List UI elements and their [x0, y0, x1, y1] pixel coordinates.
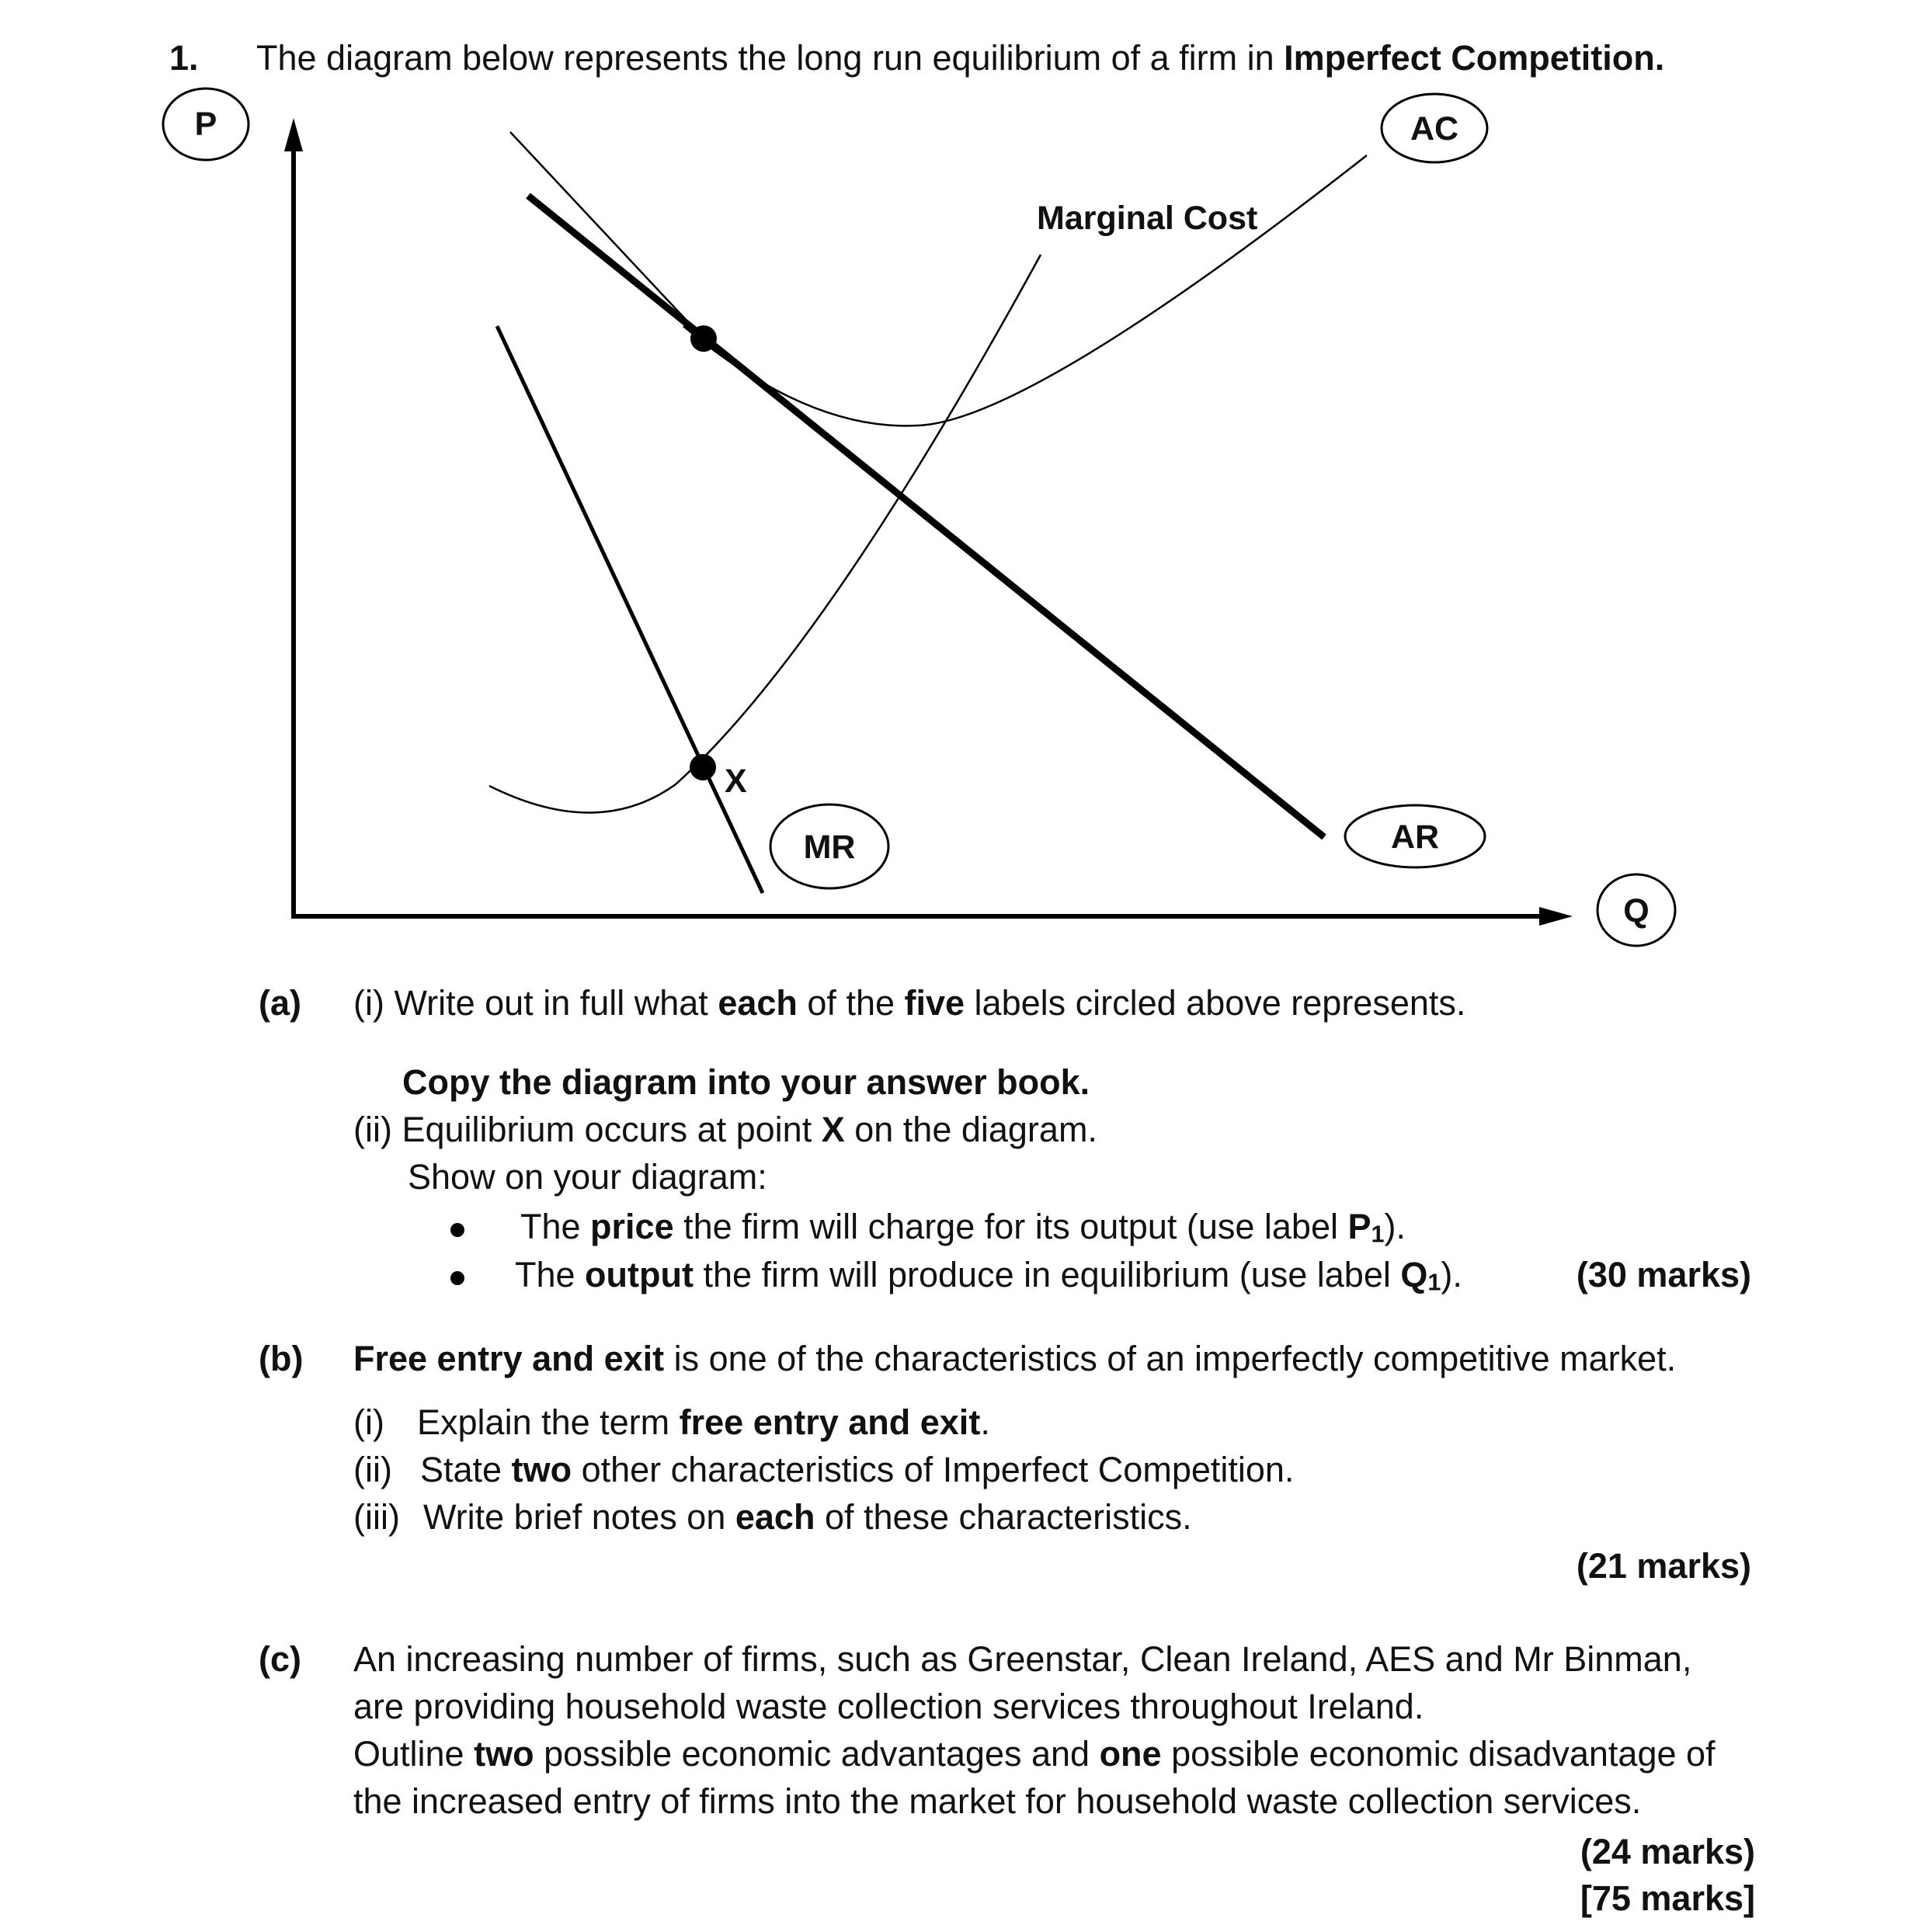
label-mr-ellipse [770, 804, 888, 888]
part-a-ii [353, 1109, 1097, 1151]
question-number: 1. [169, 38, 199, 78]
label-ar-ellipse [1345, 805, 1485, 867]
part-c-line4: the increased entry of firms into the market for household waste collection services. [353, 1781, 1642, 1821]
part-c-line3-one: one [1099, 1734, 1162, 1774]
total-marks: [75 marks] [1580, 1878, 1755, 1918]
bullet-price [450, 1223, 464, 1237]
part-b-iii [423, 1496, 1192, 1538]
part-b-ii-end: other characteristics of Imperfect Competition. [572, 1450, 1295, 1489]
b2-pre: The [515, 1255, 586, 1294]
quantity-axis-arrow-icon [1539, 907, 1573, 926]
part-a-bullet-price [520, 1206, 1406, 1249]
part-b-i-end: . [980, 1402, 990, 1442]
b1-mid: the firm will charge for its output (use label [673, 1207, 1348, 1246]
label-ac-text: AC [1410, 110, 1459, 148]
b1-bold: price [590, 1207, 674, 1246]
b1-label-sub: 1 [1371, 1221, 1385, 1248]
equilibrium-point-x [690, 754, 716, 780]
ar-tangent-line [510, 132, 703, 338]
label-mr-text: MR [803, 829, 856, 866]
label-q-text: Q [1623, 892, 1650, 930]
part-b-intro-text: is one of the characteristics of an imperfectly competitive market. [664, 1339, 1677, 1378]
part-a-i-mid: of the [797, 983, 905, 1023]
b2-label [1400, 1255, 1441, 1294]
b2-mid: the firm will produce in equilibrium (use label [693, 1255, 1401, 1294]
label-marginal-cost: Marginal Cost [1037, 200, 1258, 237]
part-c-line3-c: possible economic disadvantage of [1161, 1734, 1716, 1774]
part-b-i-bold: free entry and exit [679, 1402, 981, 1442]
part-c-line3-b: possible economic advantages and [534, 1734, 1100, 1774]
part-b-ii [420, 1449, 1294, 1491]
part-c-line1: An increasing number of firms, such as Greenstar, Clean Ireland, AES and Mr Binman, [353, 1639, 1692, 1679]
part-b-ii-bold: two [511, 1450, 572, 1489]
part-c-marks: (24 marks) [1580, 1832, 1755, 1871]
label-ar-text: AR [1390, 818, 1440, 856]
mr-curve [497, 326, 763, 893]
b1-label [1348, 1207, 1385, 1246]
part-a-i-each: each [718, 983, 798, 1023]
label-q-ellipse [1597, 874, 1675, 946]
part-b-label: (b) [259, 1339, 304, 1378]
part-a-i-suffix: labels circled above represents. [965, 983, 1466, 1023]
part-c-line3-two: two [474, 1734, 534, 1774]
part-c-line3 [353, 1733, 1716, 1775]
part-b-iii-text: Write brief notes on [423, 1497, 735, 1537]
part-c-line2: are providing household waste collection services throughout Ireland. [353, 1687, 1424, 1726]
part-a-ii-prefix: (ii) Equilibrium occurs at point [353, 1110, 822, 1149]
part-a-i-prefix: (i) Write out in full what [353, 983, 718, 1023]
b2-label-letter: Q [1400, 1255, 1428, 1294]
part-c-line3-a: Outline [353, 1734, 475, 1774]
part-b-iii-end: of these characteristics. [815, 1497, 1192, 1537]
ar-curve [528, 196, 1324, 837]
marginal-cost-curve [489, 255, 1041, 813]
part-a-ii-suffix: on the diagram. [844, 1110, 1097, 1149]
b1-label-letter: P [1347, 1207, 1371, 1246]
label-p-text: P [194, 106, 217, 143]
part-a-marks: (30 marks) [1576, 1255, 1751, 1294]
label-p-ellipse [163, 89, 249, 160]
b1-end: ). [1384, 1207, 1406, 1246]
b2-label-sub: 1 [1427, 1269, 1441, 1296]
question-intro-text: The diagram below represents the long run equilibrium of a firm in [256, 38, 1285, 78]
part-a-ii-x: X [821, 1110, 845, 1149]
question-intro-bold: Imperfect Competition. [1284, 38, 1665, 78]
b2-end: ). [1441, 1255, 1462, 1294]
tangency-point [690, 325, 717, 352]
label-x: X [725, 763, 747, 800]
part-b-marks: (21 marks) [1576, 1546, 1751, 1586]
part-a-show: Show on your diagram: [408, 1157, 767, 1197]
label-ac-ellipse [1382, 94, 1487, 162]
part-b-iii-num: (iii) [353, 1497, 400, 1537]
part-c-label: (c) [259, 1639, 301, 1679]
b2-bold: output [585, 1255, 694, 1294]
part-b-intro-bold: Free entry and exit [353, 1339, 665, 1378]
part-a-bullet-output [515, 1254, 1462, 1297]
part-a-label: (a) [259, 983, 301, 1023]
part-a-copy: Copy the diagram into your answer book. [402, 1062, 1090, 1102]
part-b-ii-text: State [420, 1450, 512, 1489]
part-a-i-five: five [904, 983, 965, 1023]
ac-curve [683, 155, 1367, 426]
part-b-intro [353, 1338, 1676, 1380]
part-b-i-text: Explain the term [417, 1402, 680, 1442]
part-a-i [353, 982, 1465, 1024]
b1-pre: The [520, 1207, 591, 1246]
part-b-iii-bold: each [735, 1497, 815, 1537]
part-b-i [417, 1402, 990, 1444]
part-b-i-num: (i) [353, 1402, 384, 1442]
price-axis-arrow-icon [284, 118, 303, 151]
part-b-ii-num: (ii) [353, 1450, 392, 1489]
bullet-output [450, 1271, 464, 1285]
